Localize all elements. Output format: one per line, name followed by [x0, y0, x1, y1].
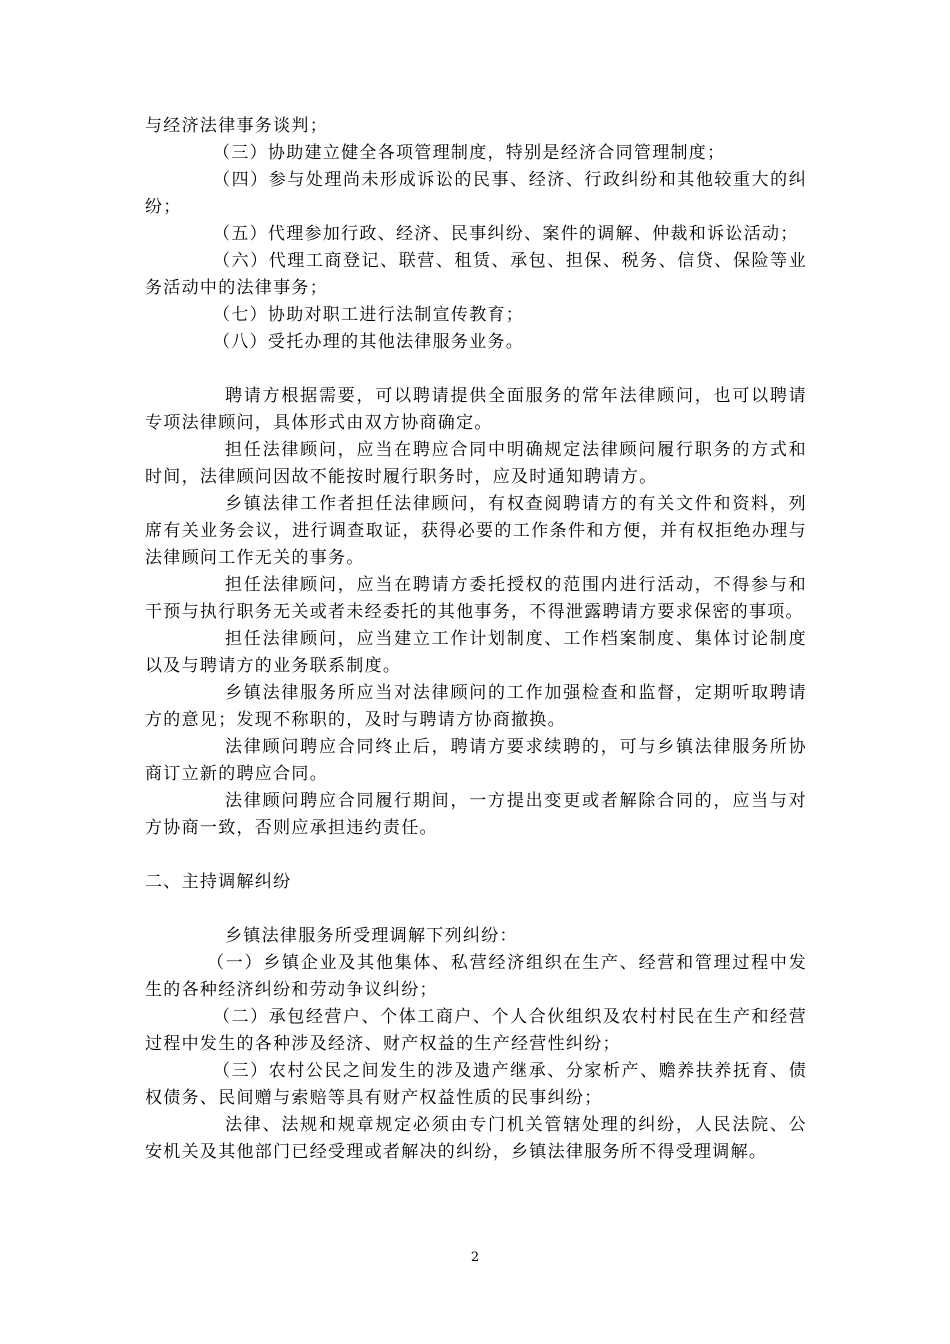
- paragraph-termination: 法律顾问聘应合同履行期间，一方提出变更或者解除合同的，应当与对方协商一致，否则应承担违约责任。: [145, 791, 807, 838]
- paragraph-continuation: 与经济法律事务谈判；: [145, 116, 328, 136]
- paragraph-systems: 担任法律顾问，应当建立工作计划制度、工作档案制度、集体讨论制度以及与聘请方的业务联系制度。: [145, 629, 807, 676]
- paragraph-spacer: [145, 842, 807, 869]
- paragraph-scope: 担任法律顾问，应当在聘请方委托授权的范围内进行活动，不得参与和干预与执行职务无关或者未经委托的其他事务，不得泄露聘请方要求保密的事项。: [145, 575, 807, 622]
- paragraph-mediation-intro: 乡镇法律服务所受理调解下列纠纷：: [225, 926, 518, 946]
- list-item-8: （八）受托办理的其他法律服务业务。: [213, 332, 525, 352]
- list-item-3: （三）协助建立健全各项管理制度，特别是经济合同管理制度；: [213, 143, 726, 163]
- mediation-item-2: （二）承包经营户、个体工商户、个人合伙组织及农村村民在生产和经营过程中发生的各种涉及经济、财产权益的生产经营性纠纷；: [145, 1007, 807, 1054]
- list-item-7: （七）协助对职工进行法制宣传教育；: [213, 305, 525, 325]
- paragraph-retainer-type: 聘请方根据需要，可以聘请提供全面服务的常年法律顾问，也可以聘请专项法律顾问，具体形式由双方协商确定。: [145, 386, 807, 433]
- paragraph-contract-duties: 担任法律顾问，应当在聘应合同中明确规定法律顾问履行职务的方式和时间，法律顾问因故不能按时履行职务时，应及时通知聘请方。: [145, 440, 807, 487]
- list-item-5: （五）代理参加行政、经济、民事纠纷、案件的调解、仲裁和诉讼活动；: [213, 224, 799, 244]
- paragraph-rights: 乡镇法律工作者担任法律顾问，有权查阅聘请方的有关文件和资料，列席有关业务会议，进行调查取证，获得必要的工作条件和方便，并有权拒绝办理与法律顾问工作无关的事务。: [145, 494, 807, 568]
- paragraph-spacer: [145, 356, 807, 383]
- page-number: 2: [470, 1250, 480, 1265]
- list-item-4: （四）参与处理尚未形成诉讼的民事、经济、行政纠纷和其他较重大的纠纷；: [145, 170, 807, 217]
- mediation-item-1: （一）乡镇企业及其他集体、私营经济组织在生产、经营和管理过程中发生的各种经济纠纷和劳动争议纠纷；: [145, 953, 807, 1000]
- body-text: [145, 113, 807, 1166]
- section-heading: 二、主持调解纠纷: [145, 872, 292, 892]
- list-item-6: （六）代理工商登记、联营、租赁、承包、担保、税务、信贷、保险等业务活动中的法律事务；: [145, 251, 807, 298]
- paragraph-spacer: [145, 896, 807, 923]
- paragraph-supervision: 乡镇法律服务所应当对法律顾问的工作加强检查和监督，定期听取聘请方的意见；发现不称职的，及时与聘请方协商撤换。: [145, 683, 807, 730]
- paragraph-renewal: 法律顾问聘应合同终止后，聘请方要求续聘的，可与乡镇法律服务所协商订立新的聘应合同。: [145, 737, 807, 784]
- mediation-item-3: （三）农村公民之间发生的涉及遗产继承、分家析产、赡养扶养抚育、债权债务、民间赠与索赔等具有财产权益性质的民事纠纷；: [145, 1061, 807, 1108]
- paragraph-exclusions: 法律、法规和规章规定必须由专门机关管辖处理的纠纷，人民法院、公安机关及其他部门已经受理或者解决的纠纷，乡镇法律服务所不得受理调解。: [145, 1115, 807, 1162]
